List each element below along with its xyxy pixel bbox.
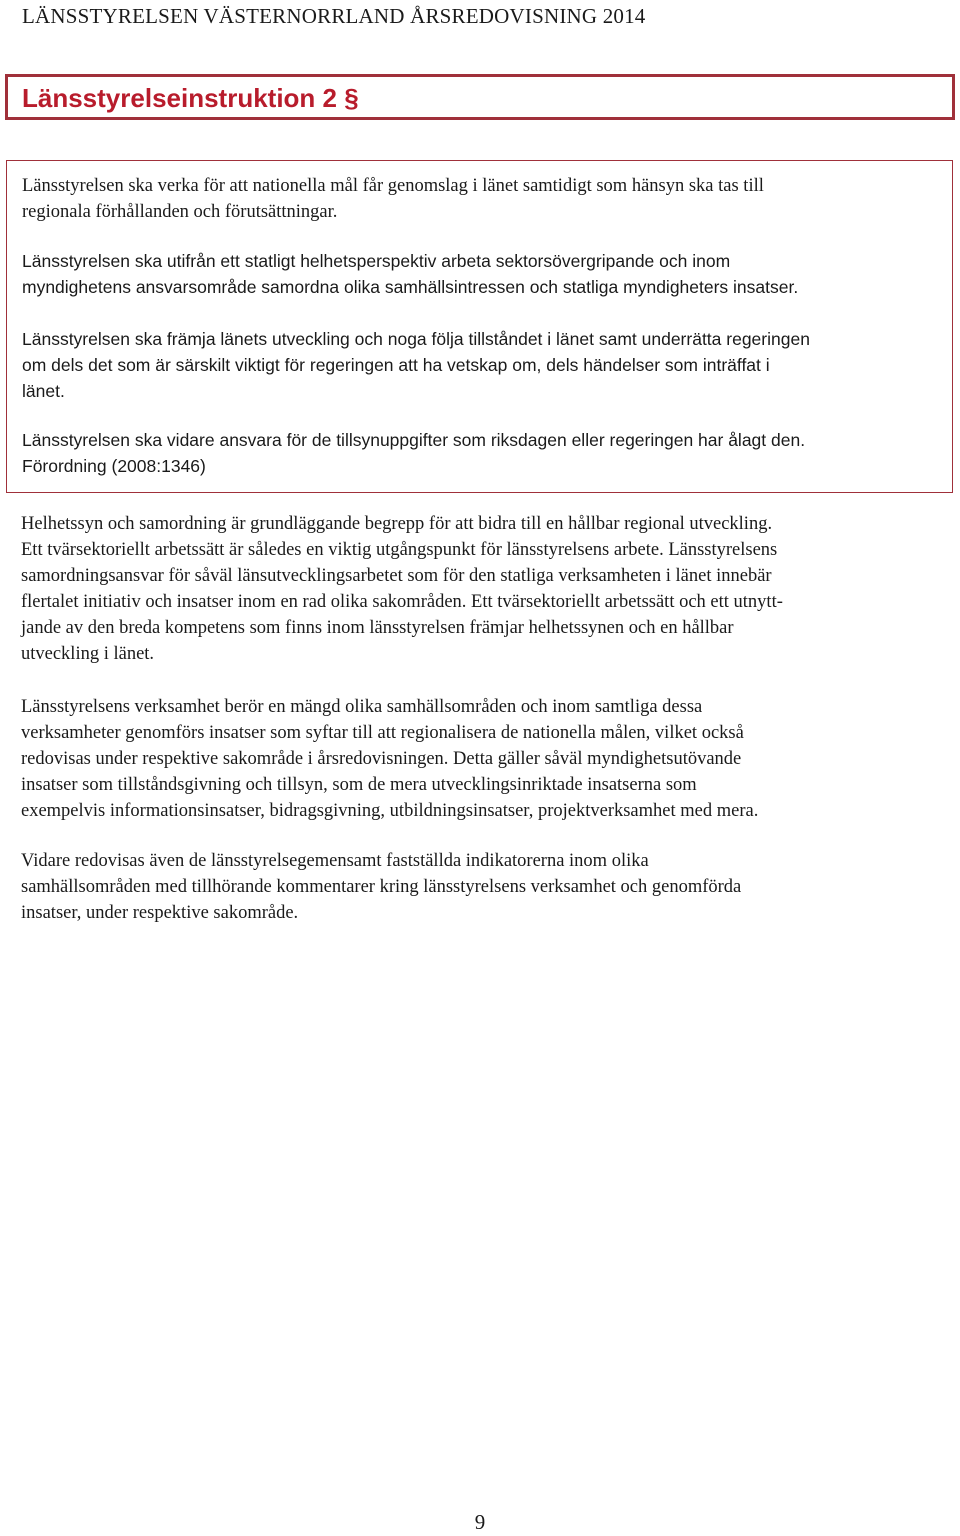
quote-line: Länsstyrelsen ska utifrån ett statligt helhetsperspektiv arbeta sektorsövergripande och inom [22,251,731,271]
running-header: LÄNSSTYRELSEN VÄSTERNORRLAND ÅRSREDOVISNING 2014 [22,4,646,28]
quote-paragraph-4 [22,427,942,479]
quote-line: Länsstyrelsen ska främja länets utveckling och noga följa tillståndet i länet samt underrätta regeringen [22,329,810,349]
quote-line: myndighetens ansvarsområde samordna olika samhällsintressen och statliga myndigheters insatser. [22,277,799,297]
page-number: 9 [474,1510,486,1534]
body-line: exempelvis informationsinsatser, bidragsgivning, utbildningsinsatser, projektverksamhet med mera. [21,801,759,821]
body-line: samhällsområden med tillhörande kommentarer kring länsstyrelsens verksamhet och genomförda [21,877,742,897]
quote-line: Länsstyrelsen ska vidare ansvara för de tillsynuppgifter som riksdagen eller regeringen har ålagt den. [22,430,806,450]
body-line: insatser, under respektive sakområde. [21,903,299,923]
quote-line: regionala förhållanden och förutsättningar. [22,202,338,222]
body-paragraph-2 [21,694,941,824]
body-line: flertalet initiativ och insatser inom en rad olika sakområden. Ett tvärsektoriellt arbetssätt och ett utnytt- [21,592,783,612]
quote-line: om dels det som är särskilt viktigt för regeringen att ha vetskap om, dels händelser som inträffat i [22,355,770,375]
section-title: Länsstyrelseinstruktion 2 § [22,83,359,113]
quote-line: Förordning (2008:1346) [22,456,206,476]
quote-line: länet. [22,381,65,401]
body-line: Vidare redovisas även de länsstyrelsegemensamt fastställda indikatorerna inom olika [21,851,649,871]
quote-line: Länsstyrelsen ska verka för att nationella mål får genomslag i länet samtidigt som hänsyn ska tas till [22,176,764,196]
body-paragraph-1 [21,511,941,667]
body-line: Länsstyrelsens verksamhet berör en mängd olika samhällsområden och inom samtliga dessa [21,697,703,717]
quote-paragraph-3 [22,326,942,404]
body-line: redovisas under respektive sakområde i årsredovisningen. Detta gäller såväl myndighetsutövande [21,749,742,769]
body-line: Ett tvärsektoriellt arbetssätt är således en viktig utgångspunkt för länsstyrelsens arbete. Länsstyrelsens [21,540,778,560]
regulation-quote-box [6,160,953,493]
body-line: samordningsansvar för såväl länsutvecklingsarbetet som för den statliga verksamheten i länet innebär [21,566,772,586]
body-line: jande av den breda kompetens som finns inom länsstyrelsen främjar helhetssynen och en hållbar [21,618,734,638]
body-line: utveckling i länet. [21,644,155,664]
body-line: insatser som tillståndsgivning och tillsyn, som de mera utvecklingsinriktade insatserna som [21,775,697,795]
body-line: Helhetssyn och samordning är grundläggande begrepp för att bidra till en hållbar regional utveckling. [21,514,773,534]
quote-paragraph-1 [22,173,942,225]
body-paragraph-3 [21,848,941,926]
quote-paragraph-2 [22,248,942,300]
section-title-box [5,74,955,120]
body-line: verksamheter genomförs insatser som syftar till att regionalisera de nationella målen, vilket också [21,723,744,743]
